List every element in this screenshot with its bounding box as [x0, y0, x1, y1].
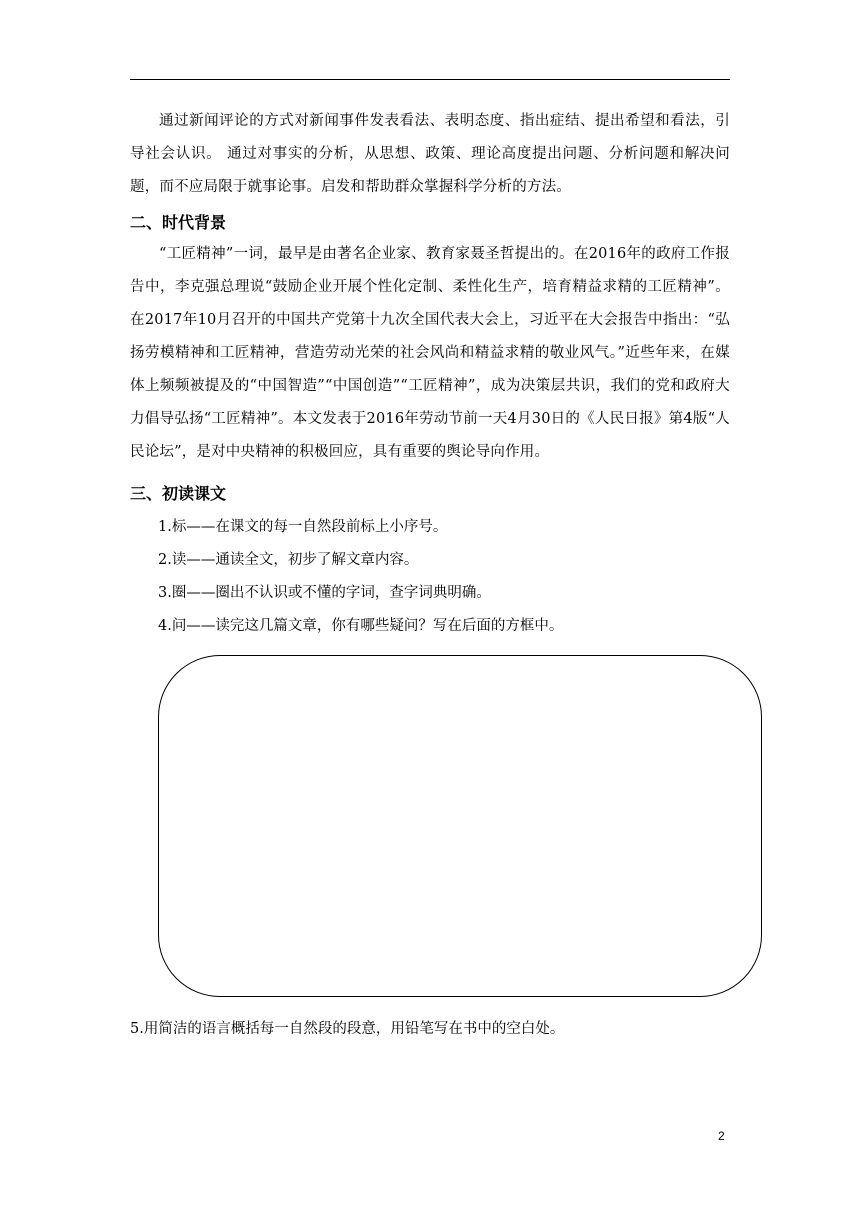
header-rule: [130, 79, 730, 80]
section-heading-background: 二、时代背景: [130, 213, 227, 232]
background-paragraph: “工匠精神”一词，最早是由著名企业家、教育家聂圣哲提出的。在2016年的政府工作报告中，李克强总理说“鼓励企业开展个性化定制、柔性化生产，培育精益求精的工匠精神”。在2017年10月召开的中国共产党第十九次全国代表大会上，习近平在大会报告中指出：“弘扬劳模精神和工匠精神，营造劳动光荣的社会风尚和精益求精的敬业风气。”近些年来，在媒体上频频被提及的“中国智造”“中国创造”“工匠精神”，成为决策层共识，我们的党和政府大力倡导弘扬“工匠精神”。本文发表于2016年劳动节前一天4月30日的《人民日报》第4版“人民论坛”，是对中央精神的积极回应，具有重要的舆论导向作用。: [130, 246, 730, 460]
section-heading-first-reading: 三、初读课文: [130, 484, 227, 503]
reading-step-ask: 4.问——读完这几篇文章，你有哪些疑问？写在后面的方框中。: [158, 618, 564, 634]
page-number: 2: [718, 1129, 725, 1143]
intro-paragraph: 通过新闻评论的方式对新闻事件发表看法、表明态度、指出症结、提出希望和看法，引导社会认识。 通过对事实的分析，从思想、政策、理论高度提出问题、分析问题和解决问题，而不应局限于就事论事。启发和帮助群众掌握科学分析的方法。: [130, 113, 730, 195]
reading-step-summarize: 5.用简洁的语言概括每一自然段的段意，用铅笔写在书中的空白处。: [130, 1021, 565, 1037]
reading-step-circle: 3.圈——圈出不认识或不懂的字词，查字词典明确。: [158, 585, 491, 601]
reading-step-mark: 1.标——在课文的每一自然段前标上小序号。: [158, 519, 448, 535]
question-answer-box[interactable]: [158, 655, 762, 997]
reading-step-read: 2.读——通读全文，初步了解文章内容。: [158, 552, 419, 568]
